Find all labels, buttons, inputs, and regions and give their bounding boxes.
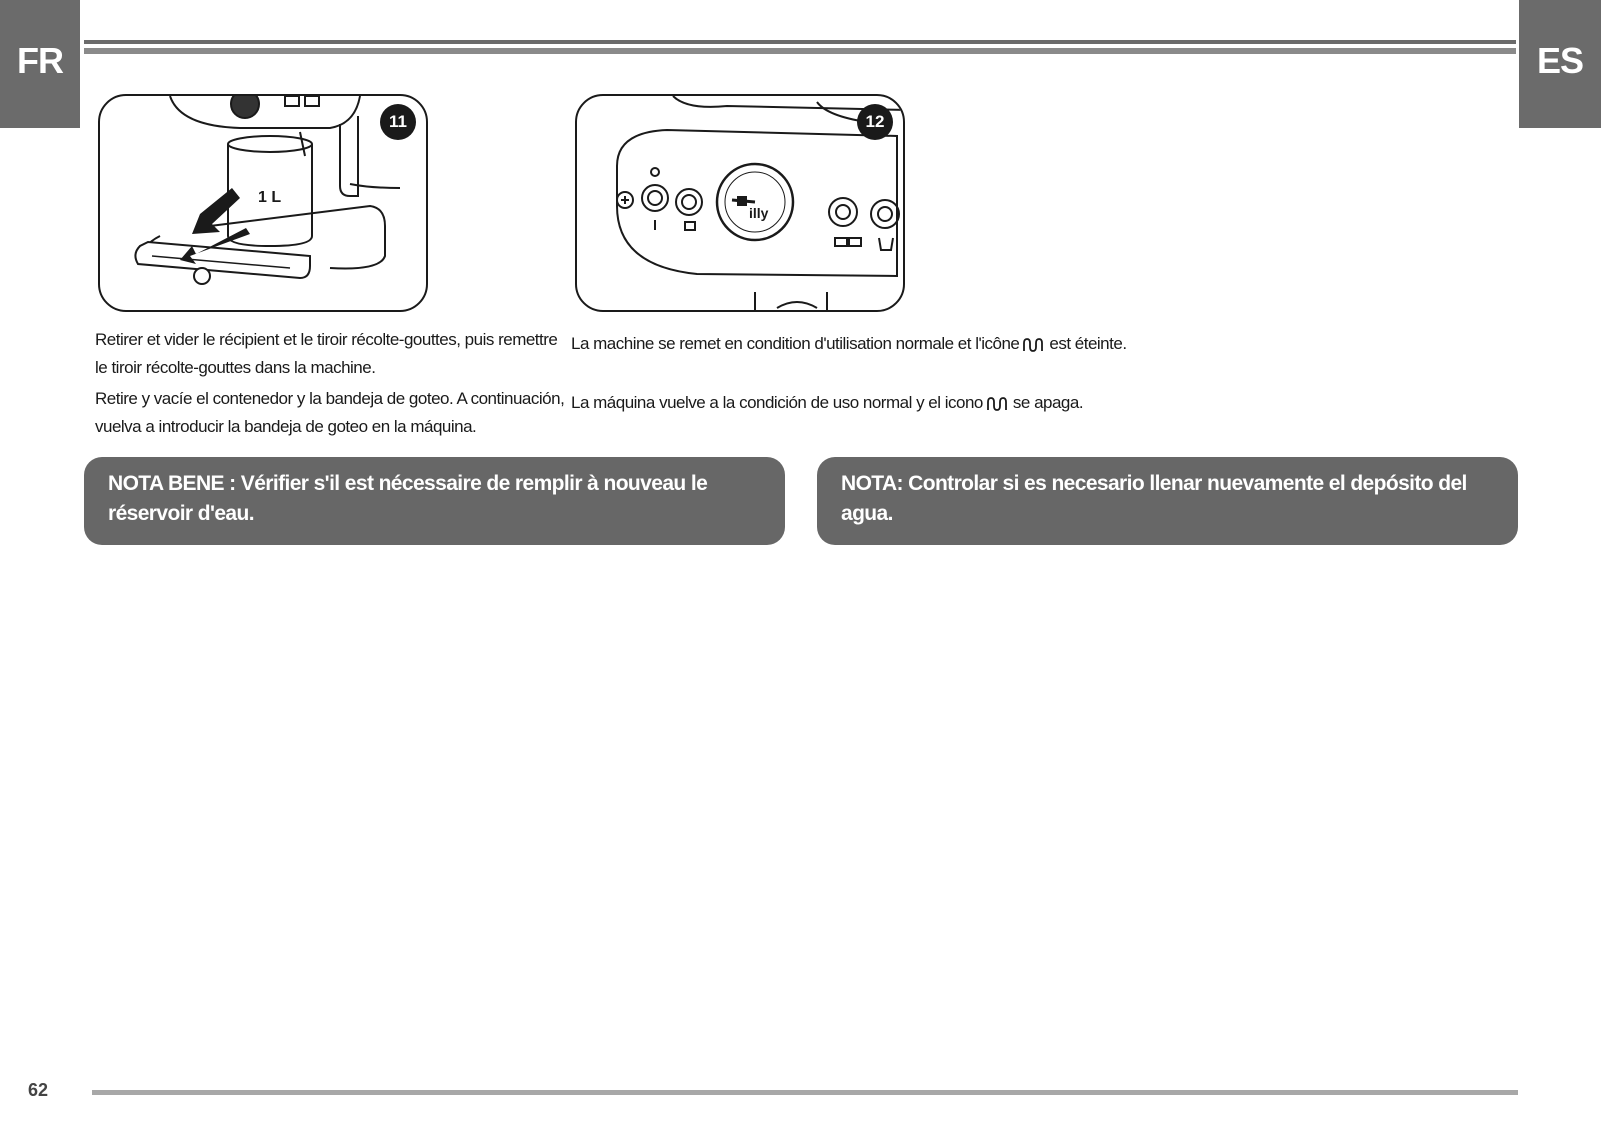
- header-rule: [84, 40, 1516, 54]
- figure-step-11: [98, 94, 428, 312]
- control-panel-illustration: [577, 96, 905, 312]
- drip-tray-illustration: [100, 96, 428, 312]
- steam-wave-icon: [1023, 338, 1045, 352]
- instruction-fr-step-12-part1: La machine se remet en condition d'utilisation normale et l'icône: [571, 334, 1020, 353]
- footer-rule: [92, 1090, 1518, 1095]
- instruction-es-step-12: [571, 389, 1271, 417]
- instruction-fr-step-12: [571, 330, 1271, 358]
- svg-text:illy: illy: [749, 205, 769, 221]
- page-number: 62: [28, 1080, 49, 1100]
- instruction-es-step-11: Retire y vacíe el contenedor y la bandeja de goteo. A continuación, vuelva a introducir la bandeja de goteo en la máquina.: [95, 389, 565, 436]
- note-box-fr: NOTA BENE : Vérifier s'il est nécessaire de remplir à nouveau le réservoir d'eau.: [84, 457, 785, 545]
- volume-label: 1 L: [258, 189, 282, 206]
- language-tab-fr: FR: [0, 0, 80, 128]
- instruction-es-step-12-part2: se apaga.: [1012, 393, 1084, 412]
- steam-wave-icon: [987, 397, 1009, 411]
- language-tab-es: ES: [1519, 0, 1601, 128]
- instruction-fr-step-12-part2: est éteinte.: [1049, 334, 1127, 353]
- figure-step-12: [575, 94, 905, 312]
- step-badge-12: 12: [857, 104, 893, 140]
- instruction-fr-step-11: Retirer et vider le récipient et le tiroir récolte-gouttes, puis remettre le tiroir récolte-gouttes dans la machine.: [95, 330, 558, 377]
- instruction-es-step-12-part1: La máquina vuelve a la condición de uso normal y el icono: [571, 393, 983, 412]
- step-badge-11: 11: [380, 104, 416, 140]
- note-box-es: NOTA: Controlar si es necesario llenar nuevamente el depósito del agua.: [817, 457, 1518, 545]
